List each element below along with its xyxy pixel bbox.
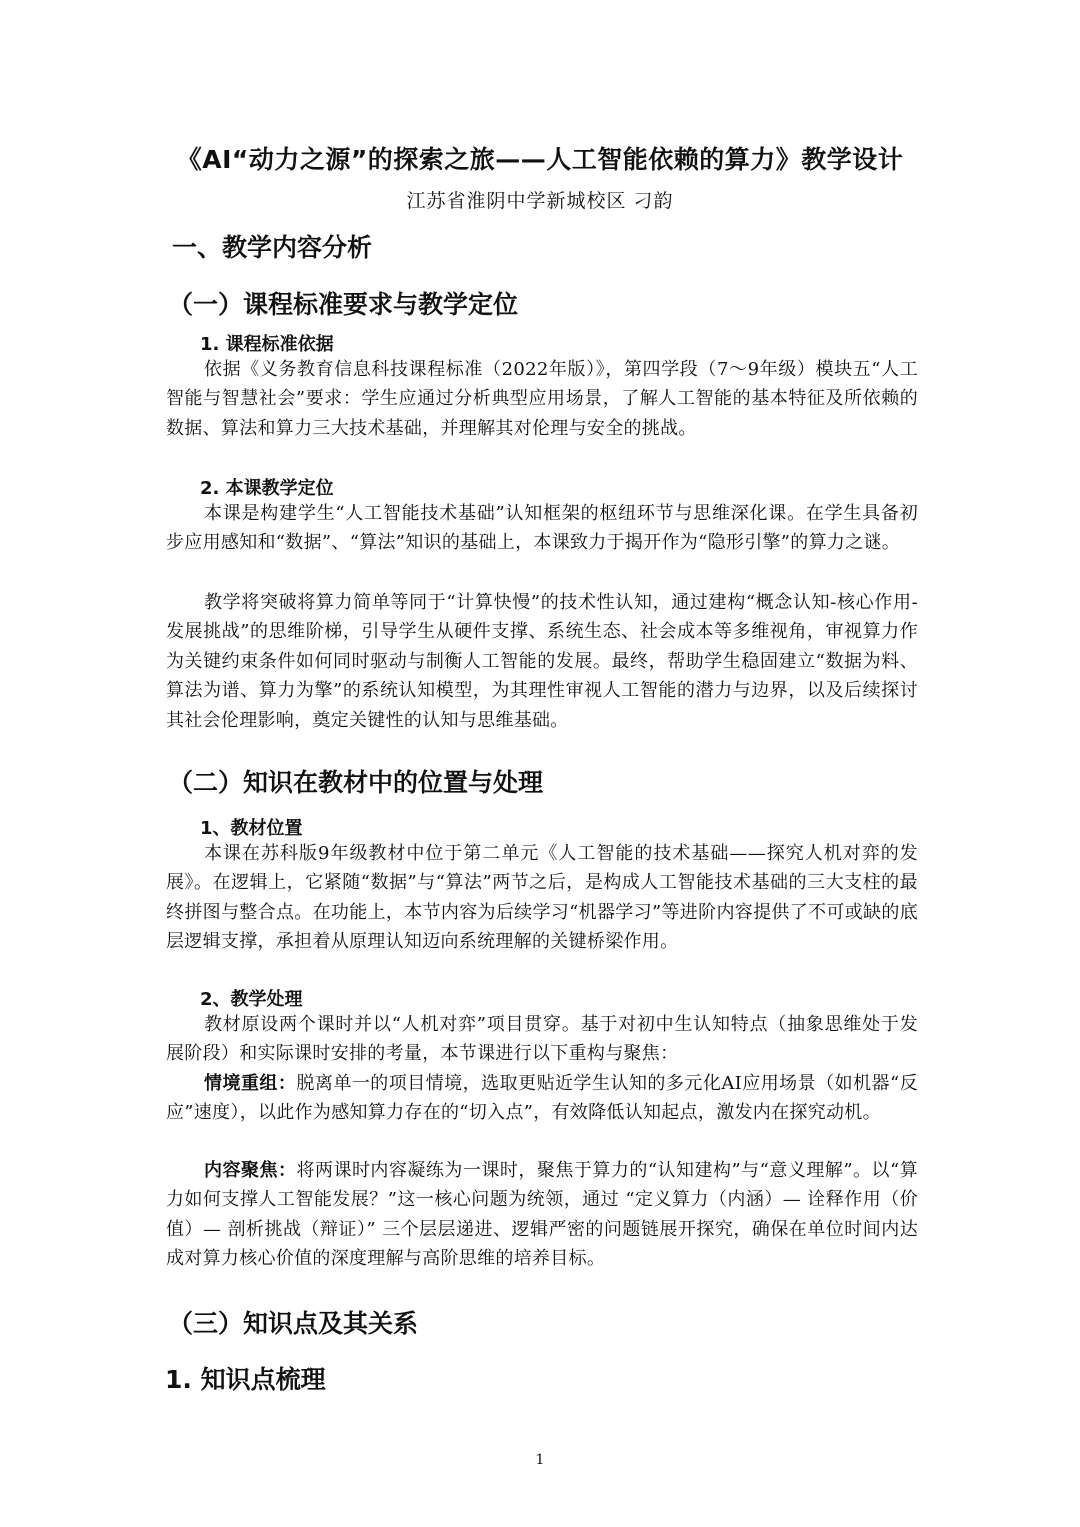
lead-context-reorganization: 情境重组： bbox=[204, 1073, 297, 1094]
lead-content-focus: 内容聚焦： bbox=[204, 1160, 297, 1181]
subsection-heading-textbook-position: （二）知识在教材中的位置与处理 bbox=[168, 768, 544, 797]
item-heading-standard-basis: 1. 课程标准依据 bbox=[200, 334, 334, 355]
author-line: 江苏省淮阴中学新城校区 刁韵 bbox=[406, 190, 674, 212]
page-number: 1 bbox=[535, 1452, 545, 1468]
item-heading-textbook-position: 1、教材位置 bbox=[200, 818, 303, 839]
subsection-heading-curriculum-standard: （一）课程标准要求与教学定位 bbox=[168, 290, 519, 319]
paragraph-lesson-positioning-2: 教学将突破将算力简单等同于“计算快慢”的技术性认知，通过建构“概念认知-核心作用-发展挑战”的思维阶梯，引导学生从硬件支撑、系统生态、社会成本等多维视角，审视算力作为关键约束条件如何同时驱动与制衡人工智能的发展。最终，帮助学生稳固建立“数据为料、算法为谱、算力为擎”的系统认知模型，为其理性审视人工智能的潜力与边界，以及后续探讨其社会伦理影响，奠定关键性的认知与思维基础。 bbox=[166, 592, 918, 731]
text-content-focus: 将两课时内容凝练为一课时，聚焦于算力的“认知建构”与“意义理解”。以“算力如何支撑人工智能发展？”这一核心问题为统领，通过 “定义算力（内涵）— 诠释作用（价值）— 剖析挑战（辩证）” 三个层层递进、逻辑严密的问题链展开探究，确保在单位时间内达成对算力核心价值的深度理解与高阶思维的培养目标。 bbox=[166, 1160, 919, 1270]
item-heading-teaching-treatment: 2、教学处理 bbox=[200, 989, 303, 1010]
text-context-reorganization: 脱离单一的项目情境，选取更贴近学生认知的多元化AI应用场景（如机器“反应”速度），以此作为感知算力存在的“切入点”，有效降低认知起点，激发内在探究动机。 bbox=[166, 1073, 919, 1124]
paragraph-standard-basis: 依据《义务教育信息科技课程标准（2022年版）》，第四学段（7～9年级）模块五“人工智能与智慧社会”要求：学生应通过分析典型应用场景，了解人工智能的基本特征及所依赖的数据、算法和算力三大技术基础，并理解其对伦理与安全的挑战。 bbox=[166, 359, 918, 439]
paragraph-context-reorganization bbox=[166, 1069, 918, 1128]
section-heading-content-analysis: 一、教学内容分析 bbox=[172, 233, 373, 262]
document-title: 《AI“动力之源”的探索之旅——人工智能依赖的算力》教学设计 bbox=[176, 145, 904, 174]
paragraph-content-focus bbox=[166, 1156, 918, 1274]
item-heading-lesson-positioning: 2. 本课教学定位 bbox=[200, 478, 334, 499]
paragraph-textbook-position: 本课在苏科版9年级教材中位于第二单元《人工智能的技术基础——探究人机对弈的发展》。在逻辑上，它紧随“数据”与“算法”两节之后，是构成人工智能技术基础的三大支柱的最终拼图与整合点。在功能上，本节内容为后续学习“机器学习”等进阶内容提供了不可或缺的底层逻辑支撑，承担着从原理认知迈向系统理解的关键桥梁作用。 bbox=[166, 843, 918, 953]
item-heading-knowledge-sorting: 1. 知识点梳理 bbox=[165, 1365, 326, 1394]
paragraph-lesson-positioning-1: 本课是构建学生“人工智能技术基础”认知框架的枢纽环节与思维深化课。在学生具备初步应用感知和“数据”、“算法”知识的基础上，本课致力于揭开作为“隐形引擎”的算力之谜。 bbox=[166, 503, 918, 554]
subsection-heading-knowledge-points: （三）知识点及其关系 bbox=[168, 1309, 419, 1338]
paragraph-teaching-treatment: 教材原设两个课时并以“人机对弈”项目贯穿。基于对初中生认知特点（抽象思维处于发展阶段）和实际课时安排的考量，本节课进行以下重构与聚焦： bbox=[166, 1014, 918, 1065]
